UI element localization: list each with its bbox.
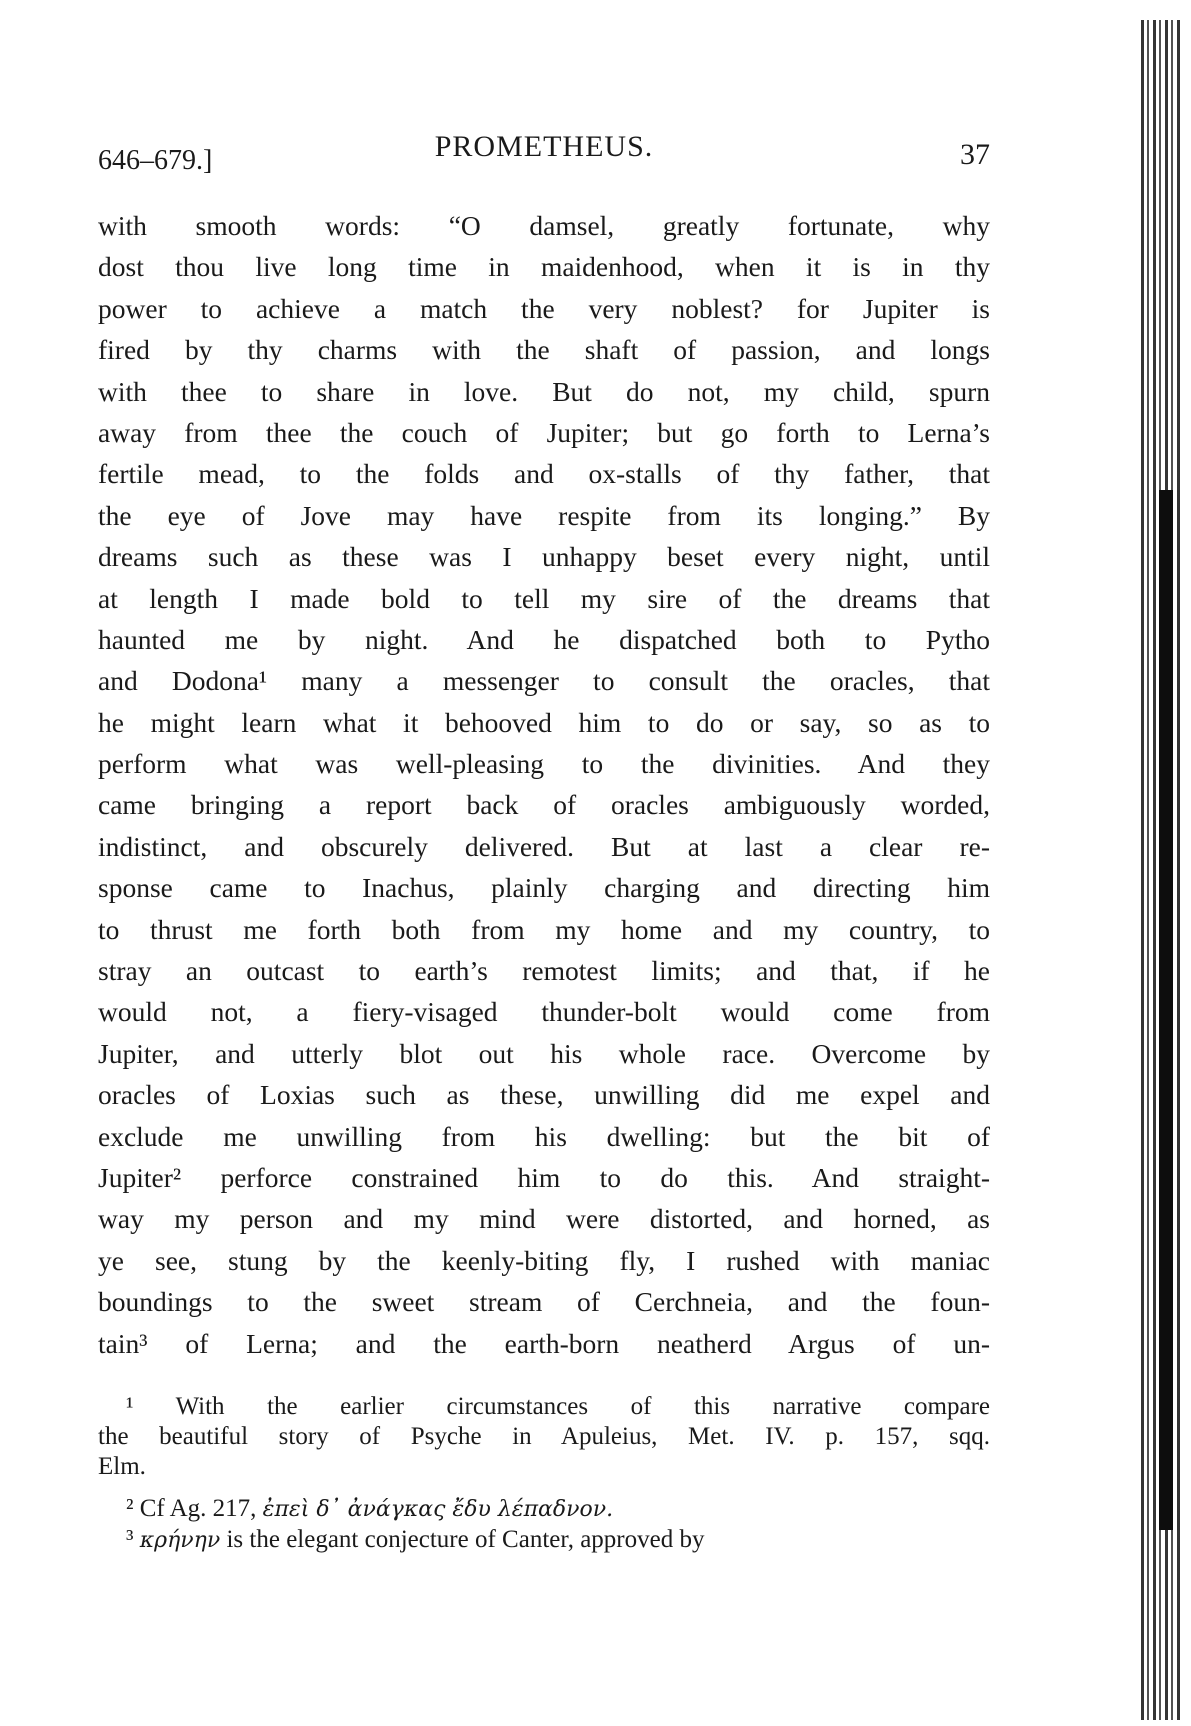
text-line: to thrust me forth both from my home and my country, to <box>98 913 990 945</box>
text-line: Jupiter² perforce constrained him to do this. And straight- <box>98 1161 990 1193</box>
book-binding-shadow <box>1159 490 1173 1530</box>
page-title: PROMETHEUS. <box>434 130 654 163</box>
text-line: fired by thy charms with the shaft of passion, and longs <box>98 334 990 366</box>
text-line: ye see, stung by the keenly-biting fly, I rushed with maniac <box>98 1244 990 1276</box>
footnotes <box>98 1392 990 1556</box>
text-line: with thee to share in love. But do not, my child, spurn <box>98 375 990 407</box>
footnote-2-greek: ἐπεὶ δ᾽ ἀνάγκας ἔδυ λέπαδνον. <box>262 1497 614 1522</box>
text-line: exclude me unwilling from his dwelling: but the bit of <box>98 1120 990 1152</box>
footnote-2 <box>98 1494 990 1525</box>
text-line: at length I made bold to tell my sire of the dreams that <box>98 582 990 614</box>
running-head <box>98 125 990 175</box>
text-line: dreams such as these was I unhappy beset every night, until <box>98 541 990 573</box>
text-line: with smooth words: “O damsel, greatly fortunate, why <box>98 210 990 241</box>
page-number: 37 <box>960 138 990 171</box>
line-range: 646–679.] <box>98 145 213 176</box>
footnote-3-marker: ³ <box>126 1526 140 1553</box>
text-line: Jupiter, and utterly blot out his whole race. Overcome by <box>98 1037 990 1069</box>
text-line: indistinct, and obscurely delivered. But at last a clear re- <box>98 830 990 862</box>
text-line: away from thee the couch of Jupiter; but go forth to Lerna’s <box>98 416 990 448</box>
body-text <box>98 205 990 1364</box>
text-line: came bringing a report back of oracles ambiguously worded, <box>98 789 990 821</box>
text-line: perform what was well-pleasing to the divinities. And they <box>98 748 990 780</box>
text-line: power to achieve a match the very noblest? for Jupiter is <box>98 292 990 324</box>
text-line: stray an outcast to earth’s remotest limits; and that, if he <box>98 955 990 987</box>
text-line: fertile mead, to the folds and ox-stalls of thy father, that <box>98 458 990 490</box>
text-line: sponse came to Inachus, plainly charging and directing him <box>98 872 990 904</box>
text-line: oracles of Loxias such as these, unwilling did me expel and <box>98 1079 990 1111</box>
footnote-3-text: is the elegant conjecture of Canter, approved by <box>220 1526 705 1553</box>
footnote-3-greek: κρήνην <box>139 1528 221 1553</box>
text-line: he might learn what it behooved him to do or say, so as to <box>98 706 990 738</box>
text-line: and Dodona¹ many a messenger to consult the oracles, that <box>98 665 990 697</box>
footnote-spacer <box>98 1482 990 1494</box>
text-line: tain³ of Lerna; and the earth-born neatherd Argus of un- <box>98 1327 990 1359</box>
footnote-2-text: ² Cf Ag. 217, <box>126 1495 263 1522</box>
footnote-1-line: Elm. <box>98 1453 146 1480</box>
text-line: the eye of Jove may have respite from its longing.” By <box>98 499 990 531</box>
text-line: boundings to the sweet stream of Cerchneia, and the foun- <box>98 1286 990 1318</box>
footnote-1-line: ¹ With the earlier circumstances of this narrative compare <box>126 1393 990 1420</box>
text-line: would not, a fiery-visaged thunder-bolt would come from <box>98 996 990 1028</box>
text-line: dost thou live long time in maidenhood, when it is in thy <box>98 251 990 283</box>
text-line: way my person and my mind were distorted, and horned, as <box>98 1203 990 1235</box>
text-line: haunted me by night. And he dispatched both to Pytho <box>98 623 990 655</box>
footnote-3 <box>98 1525 990 1556</box>
footnote-1-line: the beautiful story of Psyche in Apuleius, Met. IV. p. 157, sqq. <box>98 1423 990 1450</box>
